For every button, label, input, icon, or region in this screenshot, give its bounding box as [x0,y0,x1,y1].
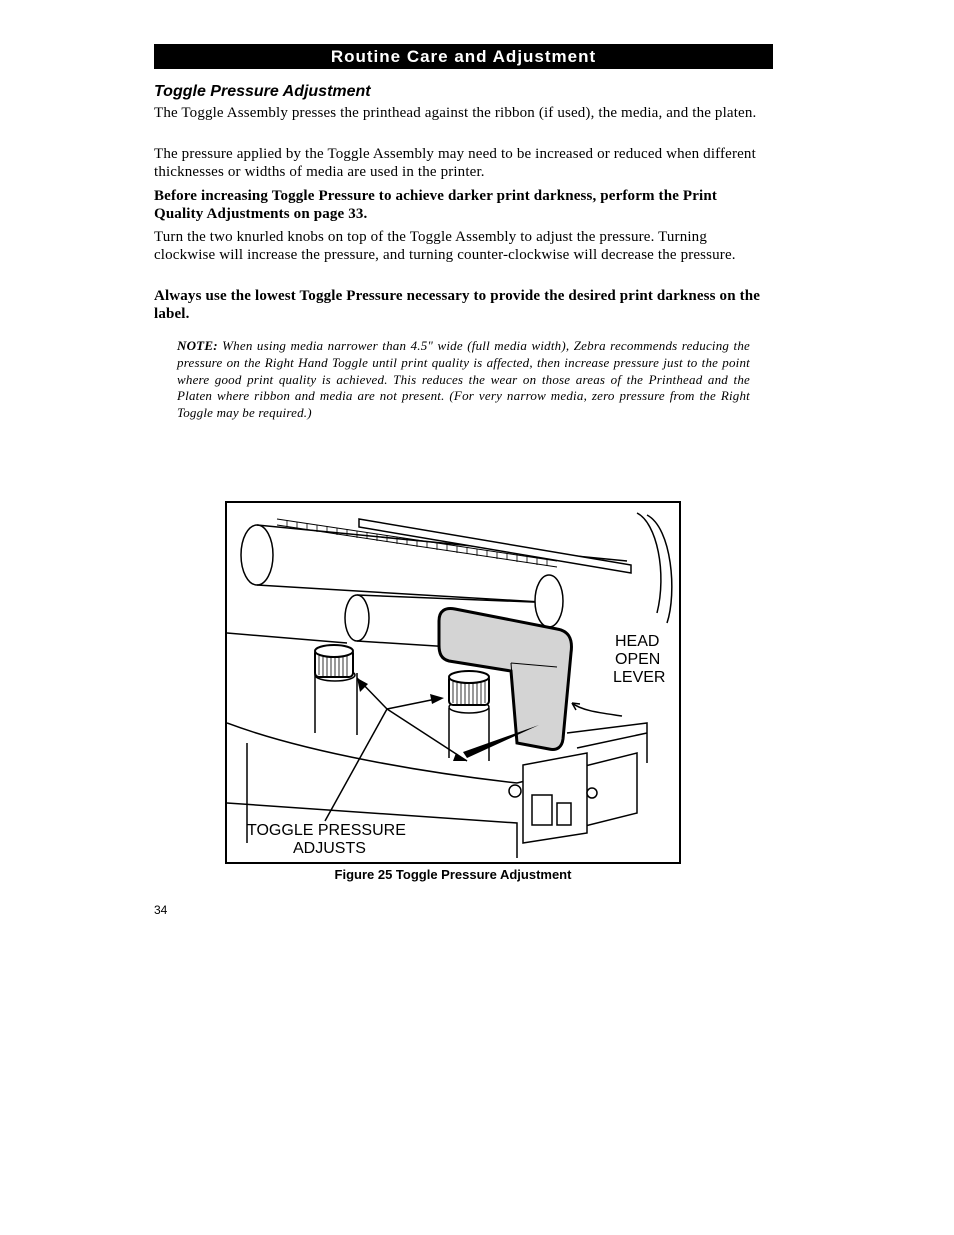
chapter-header: Routine Care and Adjustment [154,44,773,69]
figure-label-head-1: HEAD [615,633,660,650]
paragraph-pressure: The pressure applied by the Toggle Assembly may need to be increased or reduced when different thicknesses or widths of media are used in the printer. [154,146,756,180]
printer-mechanism-illustration [227,503,679,862]
figure-label-toggle-2: ADJUSTS [293,840,366,857]
figure-label-toggle-1: TOGGLE PRESSURE [247,822,406,839]
paragraph-turn-knobs: Turn the two knurled knobs on top of the Toggle Assembly to adjust the pressure. Turning clockwise will increase the pressure, and turning counter-clockwise will decrease the pressure. [154,229,736,263]
figure-toggle-pressure [225,501,681,864]
paragraph-toggle-intro: The Toggle Assembly presses the printhead against the ribbon (if used), the media, and the platen. [154,105,757,121]
paragraph-before-increasing: Before increasing Toggle Pressure to achieve darker print darkness, perform the Print Quality Adjustments on page 33. [154,188,717,222]
figure-label-head-2: OPEN [615,651,661,668]
note-block [177,338,750,422]
page-number: 34 [154,903,168,917]
note-label: NOTE: [177,338,218,353]
paragraph-lowest-pressure: Always use the lowest Toggle Pressure necessary to provide the desired print darkness on the label. [154,288,761,322]
section-title: Toggle Pressure Adjustment [154,83,371,100]
figure-label-head-3: LEVER [613,669,666,686]
figure-caption: Figure 25 Toggle Pressure Adjustment [334,867,572,882]
note-text: When using media narrower than 4.5" wide (full media width), Zebra recommends reducing the pressure on the Right Hand Toggle until print quality is affected, then increase pressure just to the point where good print quality is achieved. This reduces the wear on those areas of the Printhead and the Platen where ribbon and media are not present. (For very narrow media, zero pressure from the Right Toggle may be required.) [177,338,750,421]
